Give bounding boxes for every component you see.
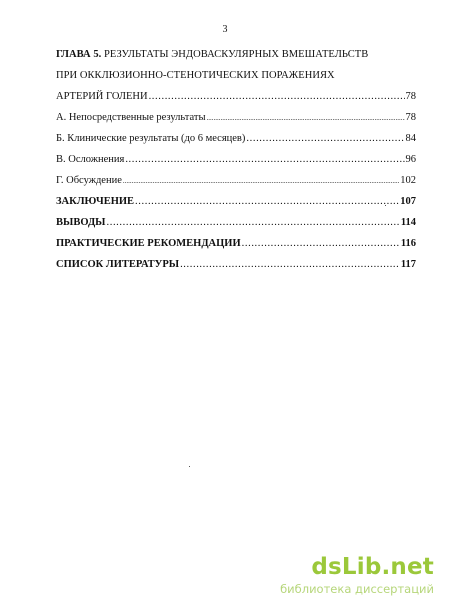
dot-leader	[246, 128, 404, 149]
toc-entry-references	[56, 254, 416, 275]
scan-speck	[385, 205, 386, 206]
toc-entry-practical-recommendations	[56, 233, 416, 254]
dslib-watermark	[254, 554, 434, 596]
toc-entry-clinical-results	[56, 128, 416, 149]
chapter-heading-text: РЕЗУЛЬТАТЫ ЭНДОВАСКУЛЯРНЫХ ВМЕШАТЕЛЬСТВ	[101, 49, 369, 60]
toc-entry-label: Г. Обсуждение	[56, 175, 122, 186]
toc-entry-conclusion	[56, 191, 416, 212]
dot-leader	[107, 212, 400, 233]
toc-entry-label: В. Осложнения	[56, 154, 125, 165]
toc-entry-page: 96	[405, 154, 416, 165]
dot-leader	[125, 149, 404, 170]
toc-entry-page: 78	[405, 112, 416, 123]
toc-entry-label: АРТЕРИЙ ГОЛЕНИ	[56, 91, 148, 102]
chapter-heading-line-2: ПРИ ОККЛЮЗИОННО-СТЕНОТИЧЕСКИХ ПОРАЖЕНИЯХ	[56, 70, 335, 81]
dot-leader	[149, 86, 405, 107]
dot-leader	[123, 171, 399, 192]
toc-entry-page: 78	[405, 91, 416, 102]
chapter-heading	[56, 44, 416, 65]
toc-entry-page: 102	[400, 175, 416, 186]
dot-leader	[180, 254, 400, 275]
dot-leader	[242, 233, 400, 254]
toc-entry-discussion	[56, 170, 416, 191]
page-number: 3	[222, 24, 228, 35]
toc-entry-label: ПРАКТИЧЕСКИЕ РЕКОМЕНДАЦИИ	[56, 238, 241, 249]
toc-entry-label: СПИСОК ЛИТЕРАТУРЫ	[56, 259, 180, 270]
toc-entry-page: 117	[400, 259, 416, 270]
toc-entry-page: 116	[400, 238, 416, 249]
toc-entry-immediate-results	[56, 107, 416, 128]
toc-entry-shin-arteries	[56, 86, 416, 107]
toc-entry-page: 114	[400, 217, 416, 228]
toc-entry-label: А. Непосредственные результаты	[56, 112, 206, 123]
chapter-heading-prefix: ГЛАВА 5.	[56, 49, 102, 60]
dot-leader	[207, 108, 405, 129]
scan-speck	[189, 466, 190, 467]
toc-entry-label: Б. Клинические результаты (до 6 месяцев)	[56, 133, 246, 144]
watermark-subtitle: библиотека диссертаций	[280, 582, 434, 596]
toc-entry-page: 84	[405, 133, 416, 144]
toc-entry-complications	[56, 149, 416, 170]
toc-entry-findings	[56, 212, 416, 233]
toc-entry-label: ВЫВОДЫ	[56, 217, 106, 228]
toc-entry-label: ЗАКЛЮЧЕНИЕ	[56, 196, 135, 207]
toc-entry-page: 107	[400, 196, 416, 207]
watermark-logo: dsLib.net	[311, 554, 434, 580]
dot-leader	[135, 191, 399, 212]
table-of-contents	[56, 44, 416, 275]
